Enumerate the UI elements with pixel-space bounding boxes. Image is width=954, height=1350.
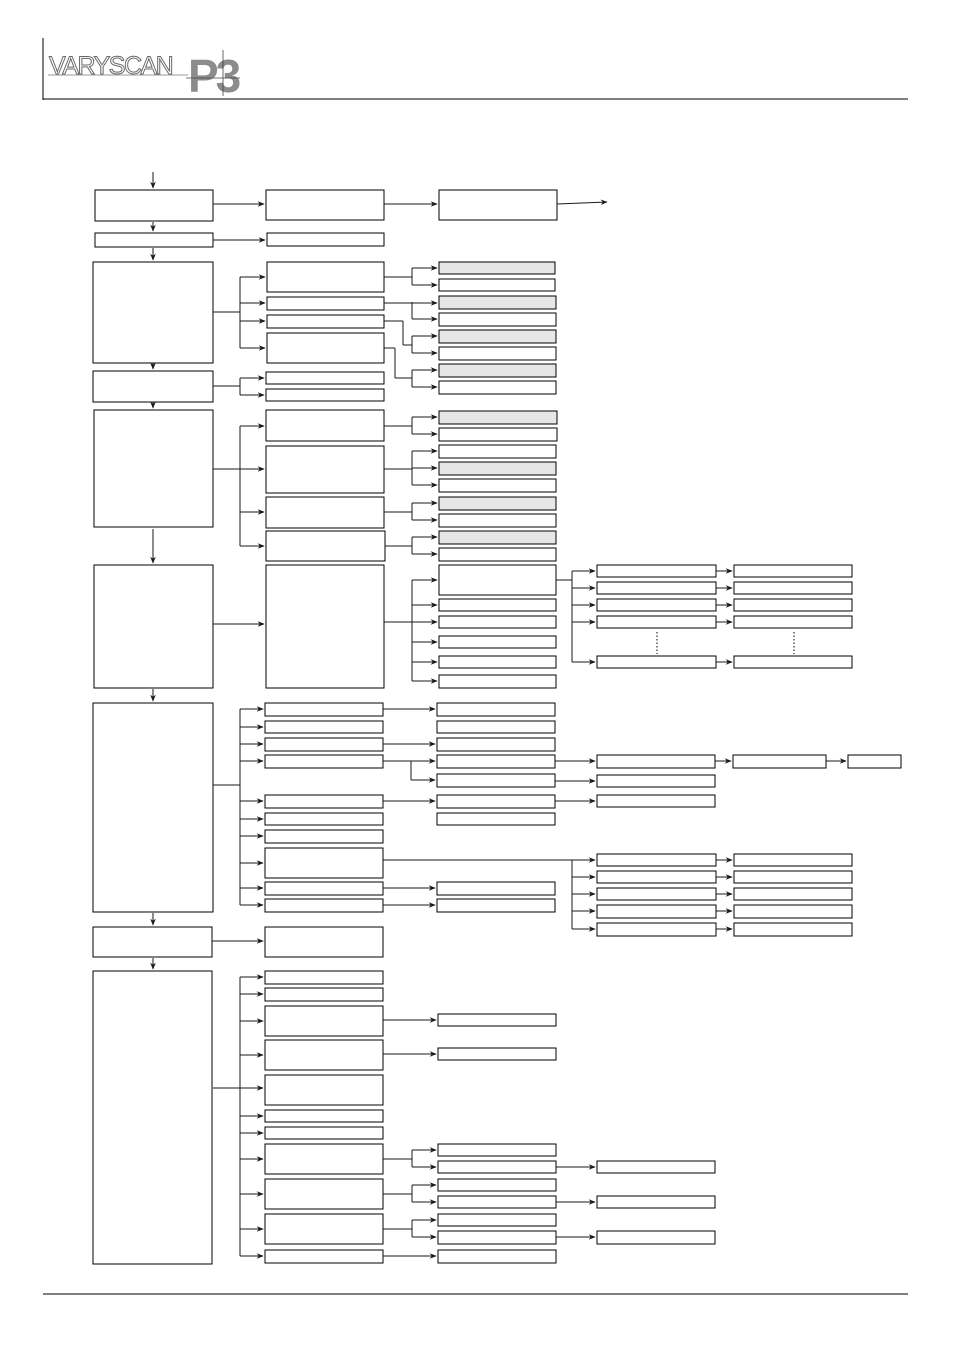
col3-box-35 xyxy=(438,1048,556,1060)
col3-box-26 xyxy=(437,721,555,733)
menu-box-9 xyxy=(93,971,212,1264)
col3-box-8 xyxy=(439,364,556,377)
menu-box-3 xyxy=(93,262,213,363)
sub-box-11 xyxy=(597,755,715,768)
col2-box-1 xyxy=(266,190,384,220)
sub-box-23 xyxy=(734,888,852,900)
menu-box-7 xyxy=(93,703,213,912)
sub-box-3 xyxy=(597,599,716,611)
sub-box-22 xyxy=(734,871,852,883)
continuation-dots xyxy=(657,632,794,654)
menu-box-4 xyxy=(93,371,213,402)
col3-box-9 xyxy=(439,381,556,394)
sub-box-19 xyxy=(597,905,716,918)
col2-box-12 xyxy=(266,531,385,561)
sub-box-1 xyxy=(597,565,716,577)
col2-box-2 xyxy=(267,233,384,246)
sub-box-8 xyxy=(734,599,852,611)
col3-box-12 xyxy=(439,445,556,458)
col3-box-29 xyxy=(437,774,555,787)
sub-box-14 xyxy=(597,775,715,787)
col2-box-21 xyxy=(265,848,383,878)
col2-box-8 xyxy=(266,389,384,401)
col2-box-19 xyxy=(265,813,383,825)
sub-box-25 xyxy=(734,923,852,936)
sub-box-17 xyxy=(597,871,716,883)
sub-box-6 xyxy=(734,565,852,577)
sub-box-4 xyxy=(597,616,716,628)
sub-box-10 xyxy=(734,656,852,668)
col3-box-28 xyxy=(437,755,555,768)
col3-box-7 xyxy=(439,347,556,360)
col2-box-15 xyxy=(265,721,383,733)
sub-box-24 xyxy=(734,905,852,918)
col2-box-18 xyxy=(265,795,383,808)
col2-box-6 xyxy=(267,333,384,363)
menu-box-5 xyxy=(94,410,213,527)
col3-box-3 xyxy=(439,279,555,291)
col3-box-31 xyxy=(437,813,555,825)
col3-box-13 xyxy=(439,462,556,475)
col2-box-26 xyxy=(265,988,383,1001)
sub-box-5 xyxy=(597,656,716,668)
col3-box-39 xyxy=(438,1196,556,1208)
col2-box-9 xyxy=(266,410,384,441)
col2-box-28 xyxy=(265,1040,383,1070)
col3-box-2 xyxy=(439,262,555,274)
col2-box-7 xyxy=(266,372,384,384)
column-2 xyxy=(265,190,385,1263)
col3-box-10 xyxy=(439,411,557,424)
col2-box-10 xyxy=(266,446,384,493)
col3-box-36 xyxy=(438,1144,556,1156)
col3-box-20 xyxy=(439,599,556,611)
col3-box-5 xyxy=(439,313,556,326)
sub-box-9 xyxy=(734,616,852,628)
logo-mark: P3 xyxy=(188,50,239,102)
col2-box-32 xyxy=(265,1144,383,1174)
col2-box-30 xyxy=(265,1110,383,1122)
sub-box-20 xyxy=(597,923,716,936)
col3-box-42 xyxy=(438,1250,556,1263)
col2-box-35 xyxy=(265,1250,383,1263)
col3-box-23 xyxy=(439,656,556,668)
sub-box-21 xyxy=(734,854,852,866)
sub-box-12 xyxy=(733,755,826,768)
column-4-5-6 xyxy=(597,565,901,1244)
col3-box-30 xyxy=(437,795,555,808)
col2-box-24 xyxy=(265,927,383,957)
col3-box-34 xyxy=(438,1014,556,1026)
sub-box-13 xyxy=(848,755,901,768)
col2-box-5 xyxy=(267,315,384,328)
col3-box-11 xyxy=(439,428,557,441)
col2-box-29 xyxy=(265,1075,383,1105)
col2-box-4 xyxy=(267,297,384,310)
logo xyxy=(48,50,240,102)
sub-box-28 xyxy=(597,1231,715,1244)
col2-box-22 xyxy=(265,882,383,895)
col3-box-14 xyxy=(439,479,556,492)
sub-box-26 xyxy=(597,1161,715,1173)
col3-box-38 xyxy=(438,1179,556,1191)
col2-box-16 xyxy=(265,738,383,751)
sub-box-18 xyxy=(597,888,716,900)
col2-box-20 xyxy=(265,830,383,843)
col3-box-27 xyxy=(437,738,555,751)
col2-box-11 xyxy=(266,497,384,528)
col3-box-16 xyxy=(439,514,556,527)
column-3 xyxy=(437,190,557,1263)
logo-word: VARYSCAN xyxy=(49,52,173,80)
col2-box-13 xyxy=(266,565,384,688)
col2-box-3 xyxy=(267,262,384,292)
col2-box-33 xyxy=(265,1179,383,1209)
sub-box-15 xyxy=(597,795,715,807)
col3-box-6 xyxy=(439,330,556,343)
col2-box-23 xyxy=(265,899,383,912)
col3-box-25 xyxy=(437,703,555,716)
col3-box-22 xyxy=(439,636,556,648)
col3-box-37 xyxy=(438,1161,556,1173)
col3-box-24 xyxy=(439,675,556,688)
sub-box-2 xyxy=(597,582,716,594)
col2-box-17 xyxy=(265,755,383,768)
col3-box-4 xyxy=(439,296,556,309)
menu-box-6 xyxy=(94,565,213,688)
sub-box-7 xyxy=(734,582,852,594)
col3-box-15 xyxy=(439,497,556,510)
col3-box-40 xyxy=(438,1214,556,1226)
col2-box-27 xyxy=(265,1006,383,1036)
col3-box-1 xyxy=(439,190,557,220)
sub-box-27 xyxy=(597,1196,715,1208)
col3-box-32 xyxy=(437,882,555,895)
menu-box-2 xyxy=(95,233,213,247)
col2-box-31 xyxy=(265,1127,383,1139)
col3-box-19 xyxy=(439,565,556,595)
page-header xyxy=(43,38,908,102)
menu-box-1 xyxy=(95,190,213,221)
connector-96 xyxy=(557,202,607,204)
menu-box-8 xyxy=(93,927,212,957)
col3-box-17 xyxy=(439,531,556,544)
sub-box-16 xyxy=(597,854,716,866)
main-menu-column xyxy=(93,190,213,1264)
col3-box-21 xyxy=(439,616,556,628)
col2-box-14 xyxy=(265,703,383,716)
col2-box-34 xyxy=(265,1214,383,1244)
col3-box-41 xyxy=(438,1231,556,1244)
col2-box-25 xyxy=(265,971,383,984)
col3-box-33 xyxy=(437,899,555,912)
col3-box-18 xyxy=(439,548,556,561)
